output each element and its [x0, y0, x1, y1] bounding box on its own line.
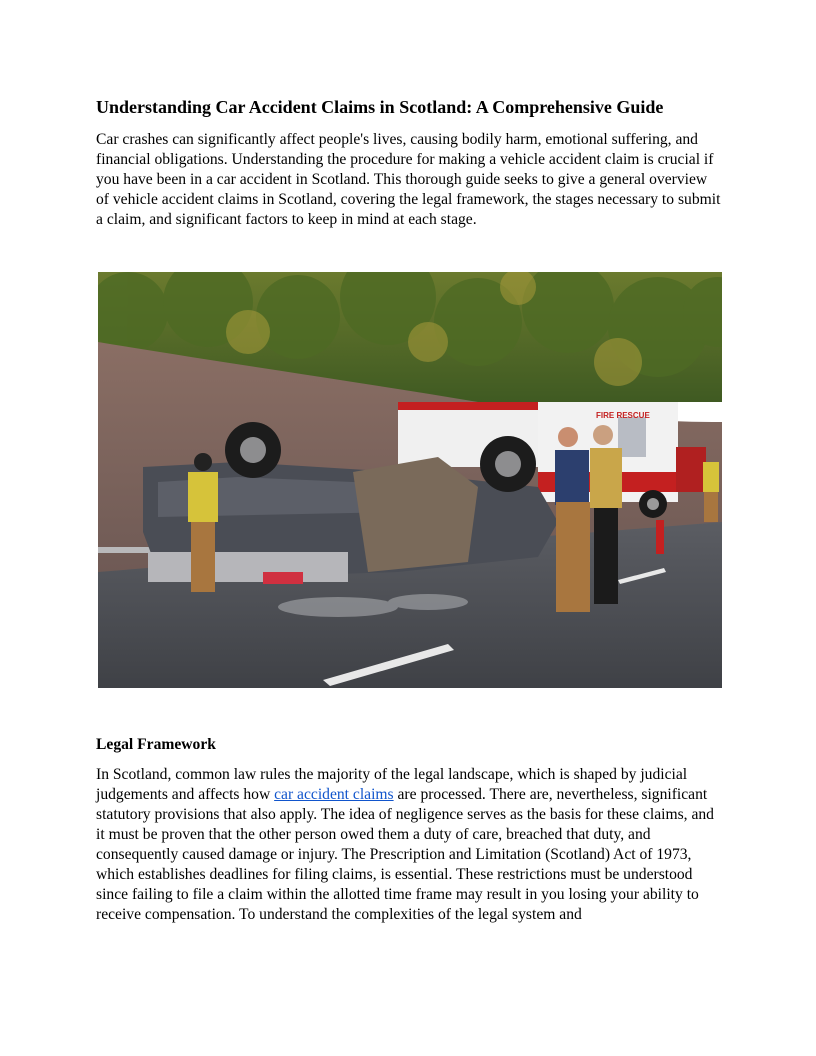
paragraph-text-end: are processed. There are, nevertheless, significant statutory provisions that also apply. The idea of negligence serves as the basis for these claims, and it must be proven that the other person owed them a duty of care, breached that duty, and consequently caused damage or injury. The Prescription and Limitation (Scotland) Act of 1973, which establishes deadlines for filing claims, is essential. These restrictions must be understood since failing to file a claim within the allotted time frame may result in you losing your ability to receive compensation. To understand the complexities of the legal system and — [96, 786, 714, 923]
extinguisher — [656, 520, 664, 554]
fire-rescue-lettering: FIRE RESCUE — [596, 411, 650, 420]
intro-paragraph: Car crashes can significantly affect people's lives, causing bodily harm, emotional suffering, and financial obligations. Understanding the procedure for making a vehicle accident claim is crucial if you have been in a car accident in Scotland. This thorough guide seeks to give a general overview of vehicle accident claims in Scotland, covering the legal framework, the stages necessary to submit a claim, and significant factors to keep in mind at each stage. — [96, 131, 721, 228]
section-paragraph — [96, 765, 724, 925]
section-heading: Legal Framework — [96, 736, 216, 753]
firefighter-right — [590, 425, 622, 604]
firefighter-far — [703, 462, 719, 522]
paragraph-text-start: In Scotland, common law rules the majority of the legal landscape, which is shaped by judicial judgements and affects how — [96, 766, 688, 803]
accident-photo — [98, 272, 722, 688]
car-accident-claims-link[interactable]: car accident claims — [274, 786, 394, 803]
document-title: Understanding Car Accident Claims in Scotland: A Comprehensive Guide — [96, 97, 664, 117]
firefighter-left — [188, 453, 218, 592]
firefighter-center — [555, 427, 590, 612]
